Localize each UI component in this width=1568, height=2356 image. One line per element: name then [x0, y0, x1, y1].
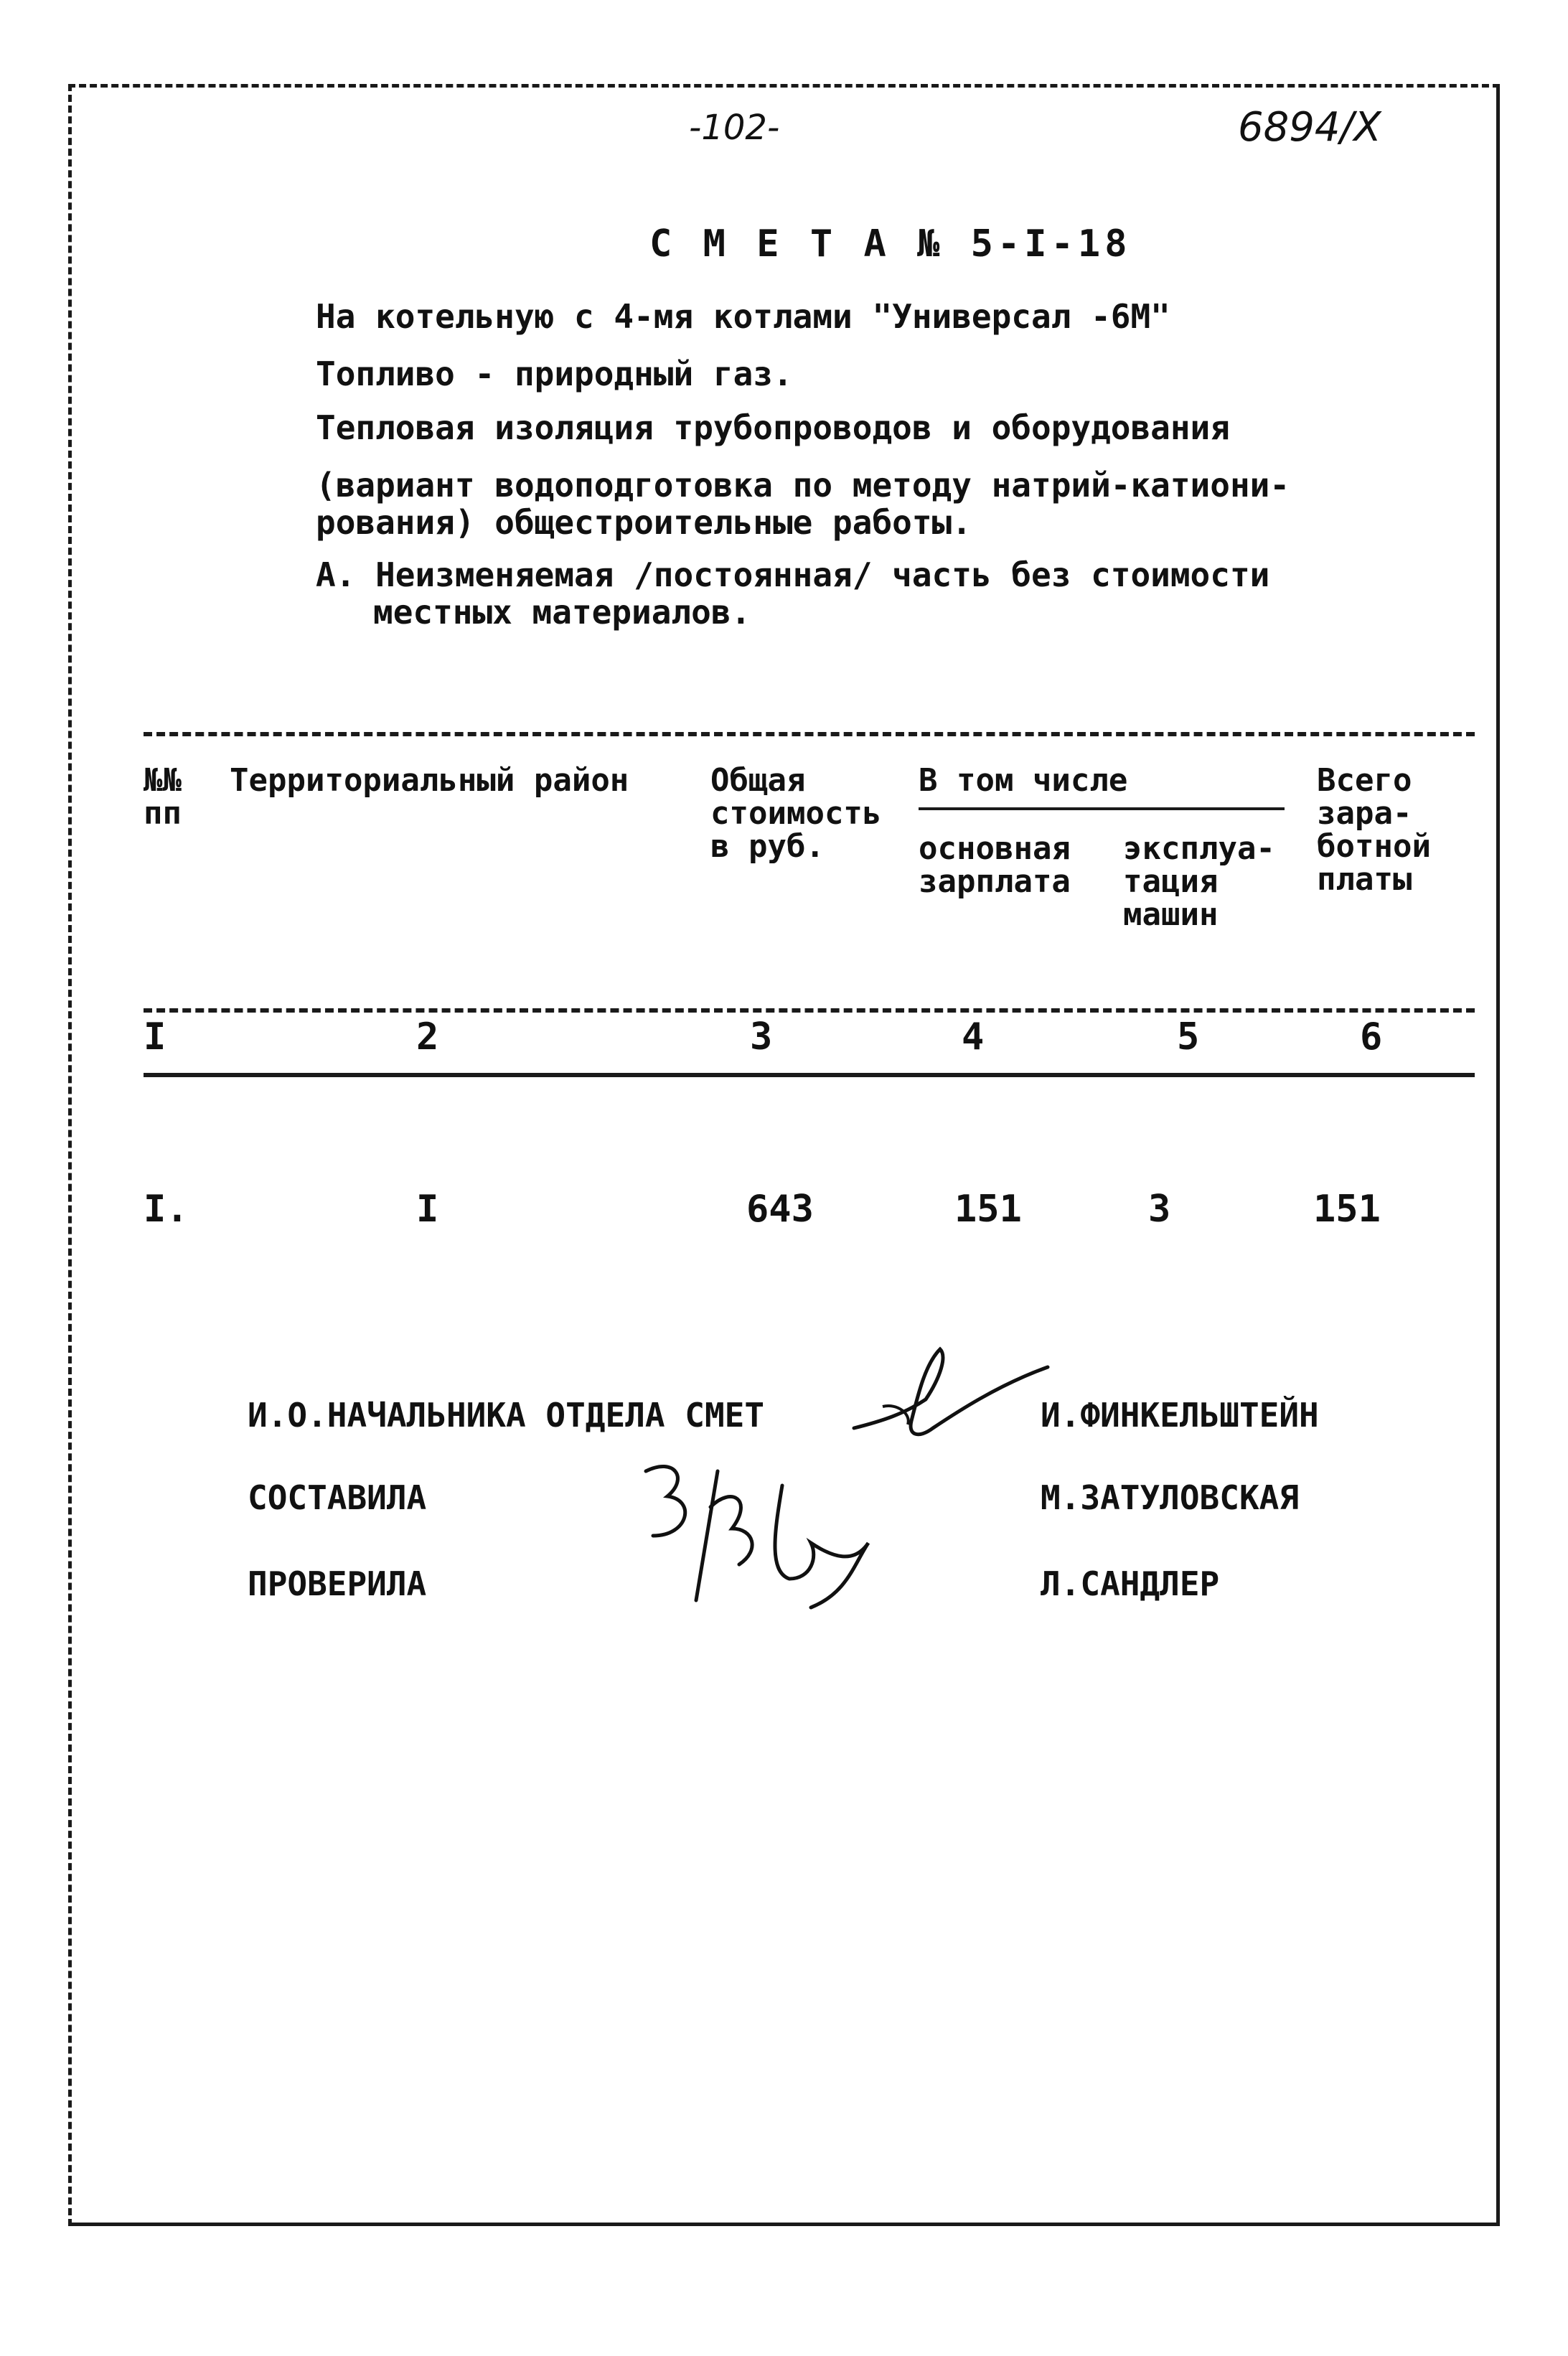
handwritten-signature — [840, 1335, 1055, 1457]
column-numbers-rule — [144, 1073, 1475, 1077]
header-machine-operation: эксплуа- тация машин — [1123, 830, 1275, 933]
header-bottom-rule — [144, 1008, 1475, 1013]
column-number: 2 — [416, 1015, 439, 1059]
header-including-underline — [919, 807, 1285, 810]
signature-role: СОСТАВИЛА — [248, 1478, 427, 1517]
signature-role: И.О.НАЧАЛЬНИКА ОТДЕЛА СМЕТ — [248, 1396, 765, 1435]
column-number: 4 — [962, 1015, 985, 1059]
signature-role: ПРОВЕРИЛА — [248, 1564, 427, 1603]
header-num: №№ пп — [144, 762, 182, 832]
cell-num: I. — [144, 1188, 189, 1231]
signature-name: Л.САНДЛЕР — [1041, 1564, 1220, 1603]
header-region: Территориальный район — [230, 762, 629, 799]
description-line-1: На котельную с 4-мя котлами "Универсал -6М" — [316, 297, 1170, 336]
column-number: I — [144, 1015, 166, 1059]
description-line-5 — [316, 556, 1392, 631]
description-line-4 — [316, 466, 1392, 541]
signature-name: М.ЗАТУЛОВСКАЯ — [1041, 1478, 1300, 1517]
description-line-2: Топливо - природный газ. — [316, 355, 793, 393]
document-code: 6894/X — [1238, 104, 1381, 151]
cell-total: 643 — [746, 1188, 814, 1231]
description-line-5b: местных материалов. — [373, 593, 751, 632]
description-line-4a: (вариант водоподготовка по методу натрий-катиони- — [316, 466, 1290, 504]
header-total-wages: Всего зара- ботной платы — [1317, 762, 1431, 898]
column-number: 5 — [1177, 1015, 1200, 1059]
table-top-rule — [144, 732, 1475, 736]
header-total: Общая стоимость в руб. — [710, 762, 882, 865]
page-border — [68, 84, 1500, 2226]
column-number: 6 — [1360, 1015, 1383, 1059]
cell-region: I — [416, 1188, 439, 1231]
description-line-5a: А. Неизменяемая /постоянная/ часть без стоимости — [316, 555, 1270, 594]
page-number: -102- — [689, 108, 780, 148]
signature-name: И.ФИНКЕЛЬШТЕЙН — [1041, 1396, 1319, 1435]
description-line-3: Тепловая изоляция трубопроводов и оборудования — [316, 408, 1230, 447]
description-line-4b: рования) общестроительные работы. — [316, 503, 972, 542]
cell-basic-salary: 151 — [954, 1188, 1022, 1231]
cell-machine-operation: 3 — [1148, 1188, 1171, 1231]
cell-total-wages: 151 — [1313, 1188, 1381, 1231]
header-including: В том числе — [919, 762, 1128, 799]
header-basic-salary: основная зарплата — [919, 830, 1071, 900]
document-title: С М Е Т А № 5-I-18 — [649, 222, 1132, 266]
handwritten-initials — [639, 1457, 883, 1629]
column-number: 3 — [750, 1015, 773, 1059]
